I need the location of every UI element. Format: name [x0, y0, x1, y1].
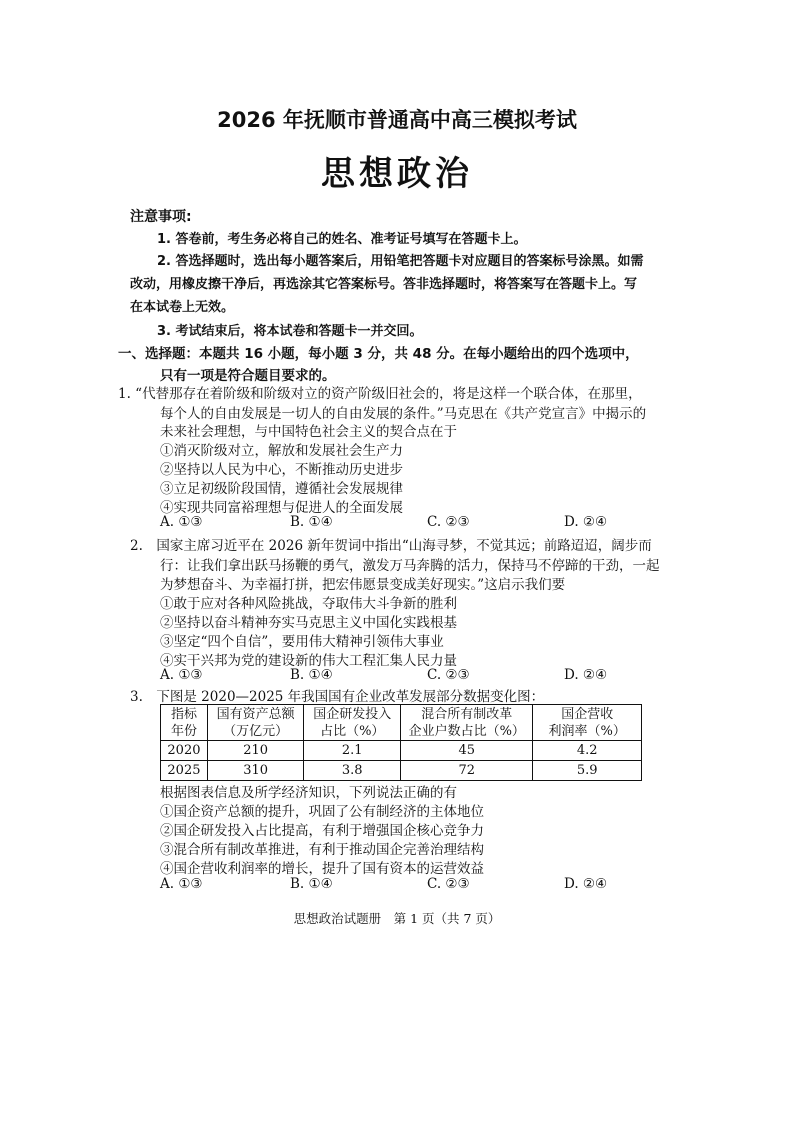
table-col4-header-line-1: 国企营收 [561, 706, 614, 722]
section-heading: 一、选择题：本题共 16 小题，每小题 3 分，共 48 分。在每小题给出的四个选项中， [118, 346, 639, 362]
table-col1-header-line-2: （万亿元） [223, 723, 289, 739]
table-row [161, 761, 642, 781]
table-corner-cell [161, 705, 208, 741]
exam-title: 2026 年抚顺市普通高中高三模拟考试 [217, 108, 577, 132]
notice-item-3: 3. 考试结束后，将本试卷和答题卡一并交回。 [157, 324, 423, 339]
table-cell: 310 [207, 761, 304, 781]
q3-data-table [160, 704, 642, 781]
q1-statement-3: ③立足初级阶段国情，遵循社会发展规律 [160, 481, 403, 497]
q3-option-d: D. ②④ [564, 876, 608, 892]
table-col3-header-line-2: 企业户数占比（%） [408, 723, 525, 739]
q1-option-c: C. ②③ [427, 514, 470, 530]
table-col2-header-line-1: 国企研发投入 [313, 706, 392, 722]
notice-heading: 注意事项: [130, 209, 192, 225]
table-col4-header-line-2: 利润率（%） [548, 723, 626, 739]
section-heading-line-2: 只有一项是符合题目要求的。 [160, 368, 336, 384]
q1-option-b: B. ①④ [290, 514, 333, 530]
q2-option-d: D. ②④ [564, 667, 608, 683]
subject-title: 思想政治 [321, 154, 473, 194]
table-header-row [161, 705, 642, 741]
table-cell: 3.8 [304, 761, 401, 781]
notice-item-2-line-3: 在本试卷上无效。 [130, 300, 235, 315]
q1-stem-line-2: 每个人的自由发展是一切人的自由发展的条件。”马克思在《共产党宣言》中揭示的 [160, 406, 647, 422]
q1-statement-1: ①消灭阶级对立，解放和发展社会生产力 [160, 443, 403, 459]
q2-option-a: A. ①③ [160, 667, 203, 683]
table-cell: 4.2 [533, 741, 642, 761]
table-col-header [401, 705, 533, 741]
q1-stem-line-3: 未来社会理想，与中国特色社会主义的契合点在于 [160, 424, 457, 440]
q2-option-c: C. ②③ [427, 667, 470, 683]
notice-item-1: 1. 答卷前，考生务必将自己的姓名、准考证号填写在答题卡上。 [157, 232, 527, 247]
table-cell: 72 [401, 761, 533, 781]
notice-item-2-line-1: 2. 答选择题时，选出每小题答案后，用铅笔把答题卡对应题目的答案标号涂黑。如需 [157, 254, 644, 269]
q3-statement-3: ③混合所有制改革推进，有利于推动国企完善治理结构 [160, 842, 484, 858]
table-col1-header-line-1: 国有资产总额 [216, 706, 295, 722]
notice-item-2-line-2: 改动，用橡皮擦干净后，再选涂其它答案标号。答非选择题时，将答案写在答题卡上。写 [130, 277, 638, 292]
q1-statement-4: ④实现共同富裕理想与促进人的全面发展 [160, 500, 403, 516]
table-cell: 5.9 [533, 761, 642, 781]
q3-option-b: B. ①④ [290, 876, 333, 892]
table-cell: 210 [207, 741, 304, 761]
q2-stem-line-1: 2. 国家主席习近平在 2026 新年贺词中指出“山海寻梦，不觉其远；前路迢迢，阔步而 [130, 538, 652, 554]
table-col-header [304, 705, 401, 741]
q1-stem-line-1: 1. “代替那存在着阶级和阶级对立的资产阶级旧社会的，将是这样一个联合体，在那里， [118, 386, 642, 402]
q1-option-a: A. ①③ [160, 514, 203, 530]
q3-stem: 根据图表信息及所学经济知识，下列说法正确的有 [160, 785, 457, 801]
q3-intro: 3. 下图是 2020—2025 年我国国有企业改革发展部分数据变化图： [130, 689, 545, 705]
q2-statement-2: ②坚持以奋斗精神夯实马克思主义中国化实践根基 [160, 615, 457, 631]
q3-option-c: C. ②③ [427, 876, 470, 892]
q3-statement-4: ④国企营收利润率的增长，提升了国有资本的运营效益 [160, 861, 484, 877]
q3-statement-2: ②国企研发投入占比提高，有利于增强国企核心竞争力 [160, 823, 484, 839]
table-col-header [207, 705, 304, 741]
table-col3-header-line-1: 混合所有制改革 [421, 706, 513, 722]
q2-stem-line-3: 为梦想奋斗、为幸福打拼，把宏伟愿景变成美好现实。”这启示我们要 [160, 577, 566, 593]
table-cell: 2.1 [304, 741, 401, 761]
table-corner-top: 指标 [170, 706, 197, 722]
q1-option-d: D. ②④ [564, 514, 608, 530]
q1-statement-2: ②坚持以人民为中心，不断推动历史进步 [160, 462, 403, 478]
table-col-header [533, 705, 642, 741]
q2-stem-line-2: 行：让我们拿出跃马扬鞭的勇气，激发万马奔腾的活力，保持马不停蹄的干劲，一起 [160, 558, 660, 574]
table-corner-bottom: 年份 [170, 723, 197, 739]
q3-statement-1: ①国企资产总额的提升，巩固了公有制经济的主体地位 [160, 804, 484, 820]
table-cell: 45 [401, 741, 533, 761]
table-cell-year: 2020 [161, 741, 208, 761]
page-footer: 思想政治试题册 第 1 页（共 7 页） [293, 911, 501, 926]
q2-option-b: B. ①④ [290, 667, 333, 683]
q2-statement-4: ④实干兴邦为党的建设新的伟大工程汇集人民力量 [160, 653, 457, 669]
table-row [161, 741, 642, 761]
q3-option-a: A. ①③ [160, 876, 203, 892]
table-cell-year: 2025 [161, 761, 208, 781]
q2-statement-1: ①敢于应对各种风险挑战，夺取伟大斗争新的胜利 [160, 596, 457, 612]
table-col2-header-line-2: 占比（%） [320, 723, 385, 739]
q2-statement-3: ③坚定“四个自信”，要用伟大精神引领伟大事业 [160, 634, 444, 650]
